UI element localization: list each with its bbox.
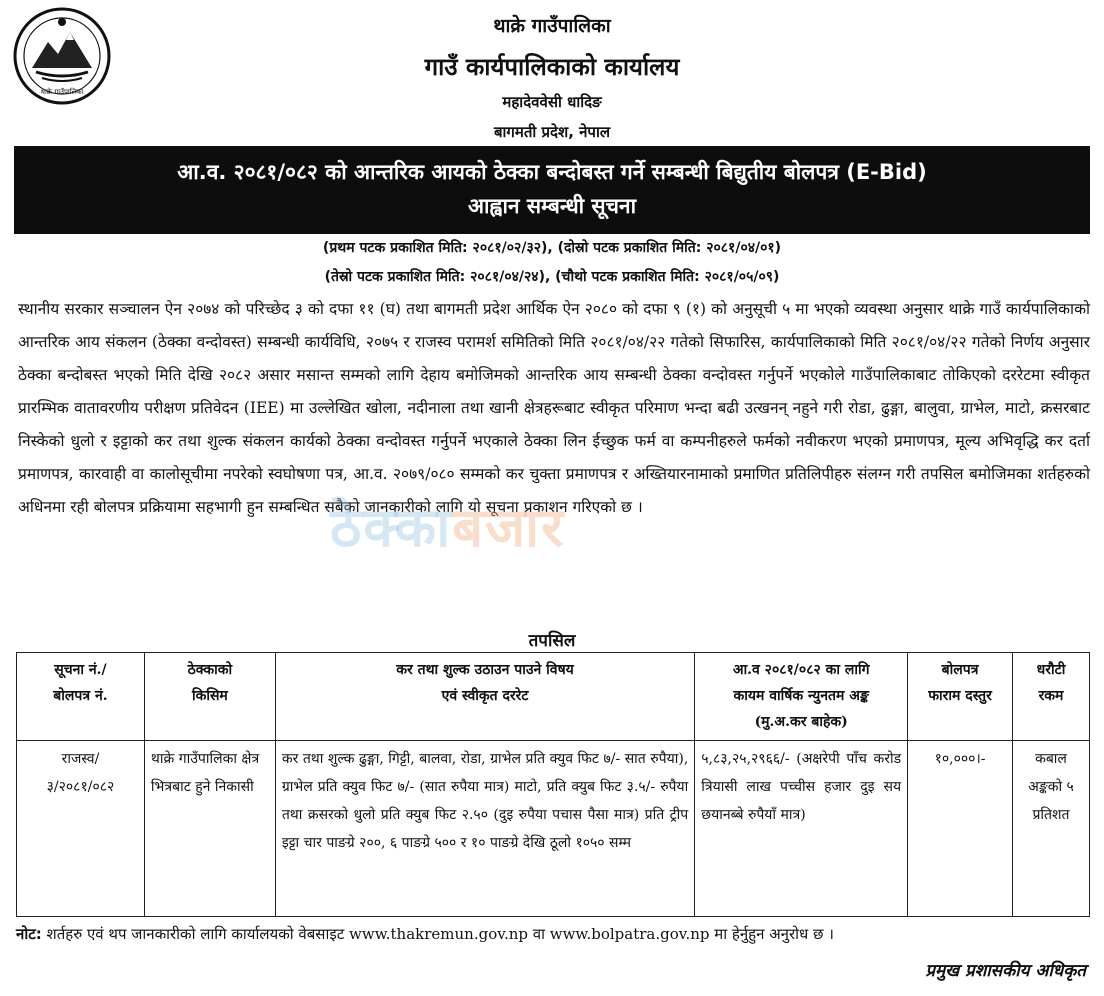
notice-title-line1: आ.व. २०८१/०८२ को आन्तरिक आयको ठेक्का बन्दोबस्त गर्ने सम्बन्धी बिद्युतीय बोलपत्र (E-Bid) [177,160,927,184]
header-deposit [1013,653,1090,741]
publication-dates-2: (तेस्रो पटक प्रकाशित मिति: २०८१/०४/२४), (चौथो पटक प्रकाशित मिति: २०८१/०५/०९) [324,269,780,285]
watermark-part2: बजार [452,496,566,559]
cell-form-fee: १०,०००।- [908,741,1013,917]
header-notice-no [17,653,145,741]
header-line: किसिम [191,688,228,704]
header-min-amount [695,653,908,741]
cell-contract-type: थाक्रे गाउँपालिका क्षेत्र भित्रबाट हुने निकासी [144,741,275,917]
cell-deposit: कबाल अङ्कको ५ प्रतिशत [1013,741,1090,917]
header-line: कायम वार्षिक न्युनतम अङ्क [733,688,869,704]
header-line: ठेक्काको [187,662,233,678]
province-country: बागमती प्रदेश, नेपाल [493,123,611,141]
header-line: बोलपत्र [941,662,979,678]
header-line: सूचना नं./ [54,662,107,678]
header-line: रकम [1038,688,1064,704]
notice-title-banner [14,146,1090,234]
schedule-table [16,652,1090,917]
header-line: बोलपत्र नं. [53,688,108,704]
header-line: कर तथा शुल्क उठाउन पाउने विषय [396,662,574,678]
watermark [330,488,565,562]
header-line: आ.व २०८१/०८२ का लागि [732,662,870,678]
note-text: शर्तहरु एवं थप जानकारीको लागि कार्यालयको वेबसाइट www.thakremun.gov.np वा www.bolpatra.gov.np मा हेर्नुहुन अनुरोध छ । [41,925,834,943]
header-line: फाराम दस्तुर [928,688,992,704]
office-location: महादेववेसी धादिङ [502,93,602,111]
table-header-row [17,653,1090,741]
cell-min-amount: ५,८३,२५,२९६६/- (अक्षरेपी पाँच करोड त्रियासी लाख पच्चीस हजार दुइ सय छयानब्बे रुपैयाँ मात्र) [695,741,908,917]
cell-subject: कर तथा शुल्क ढुङ्गा, गिट्टी, बालवा, रोडा, ग्राभेल प्रति क्युव फिट ७/- सात रुपैया), ग्राभेल प्रति क्युव फिट ७/- (सात रुपैया मात्र) माटो, प्रति क्युब फिट ३.५/- रुपैया तथा क्रसरको धुलो प्रति क्युब फिट २.५० (दुइ रुपैया पचास पैसा मात्र) प्रति ट्रीप इट्टा चार पाङग्रे २००, ६ पाङग्रे ५०० र १० पाङग्रे देखि ठूलो १०५० सम्म [275,741,694,917]
cell-notice-no [17,741,145,917]
office-name: गाउँ कार्यपालिकाको कार्यालय [424,53,680,81]
cell-line: ३/२०८१/०८२ [46,779,115,795]
header-subject [275,653,694,741]
header-form-fee [908,653,1013,741]
header-line: एवं स्वीकृत दररेट [441,688,529,704]
signature: प्रमुख प्रशासकीय अधिकृत [925,961,1086,981]
watermark-part1: ठेक्का [330,496,453,559]
note [16,924,834,944]
header-line: धरौटी [1036,662,1066,678]
header-line: (मु.अ.कर बाहेक) [754,714,848,730]
notice-title-line2: आह्वान सम्बन्धी सूचना [467,194,637,218]
notice-body: स्थानीय सरकार सञ्चालन ऐन २०७४ को परिच्छेद ३ को दफा ११ (घ) तथा बागमती प्रदेश आर्थिक ऐन २०८० को दफा ९ (१) को अनुसूची ५ मा भएको व्यवस्था अनुसार थाक्रे गाउँ कार्यपालिकाको आन्तरिक आय संकलन (ठेक्का वन्दोवस्त) सम्बन्धी कार्यविधि, २०७५ र राजस्व परामर्श समितिको मिति २०८१/०४/२२ गतेको सिफारिस, कार्यपालिकाको मिति २०८१/०४/२२ गतेको निर्णय अनुसार ठेक्का बन्दोबस्त भएको मिति देखि २०८२ असार मसान्त सम्मको लागि देहाय बमोजिमको आन्तरिक आय सम्बन्धी ठेक्का वन्दोवस्त गर्नुपर्ने भएकोले गाउँपालिकाबाट तोकिएको दररेटमा स्वीकृत प्रारम्भिक वातावरणीय परीक्षण प्रतिवेदन (IEE) मा उल्लेखित खोला, नदीनाला तथा खानी क्षेत्रहरूबाट स्वीकृत परिमाण भन्दा बढी उत्खनन् नहुने गरी रोडा, ढुङ्गा, बालुवा, ग्राभेल, माटो, क्रसरबाट निस्केको धुलो र इट्टाको कर तथा शुल्क संकलन कार्यको ठेक्का वन्दोवस्त गर्नुपर्ने भएकाले ठेक्का लिन ईच्छुक फर्म वा कम्पनीहरुले फर्मको नवीकरण भएको प्रमाणपत्र, मूल्य अभिवृद्धि कर दर्ता प्रमाणपत्र, कारवाही वा कालोसूचीमा नपरेको स्वघोषणा पत्र, आ.व. २०७९/०८० सम्मको कर चुक्ता प्रमाणपत्र र अख्तियारनामाको प्रमाणित प्रतिलिपीहरु संलग्न गरी तपसिल बमोजिमका शर्तहरुको अधिनमा रही बोलपत्र प्रक्रियामा सहभागी हुन सम्बन्धित सबैको जानकारीको लागि यो सूचना प्रकाशन गरिएको छ । [18,300,1090,516]
logo-text: थाक्रे गाउँपालिका [40,88,84,96]
table-row [17,741,1090,917]
publication-dates-1: (प्रथम पटक प्रकाशित मिति: २०८१/०२/३२), (दोस्रो पटक प्रकाशित मिति: २०८१/०४/०१) [322,240,782,256]
schedule-title: तपसिल [528,631,576,651]
header-contract-type [144,653,275,741]
note-label: नोट: [16,925,42,943]
cell-line: राजस्व/ [61,751,100,767]
municipality-name: थाक्रे गाउँपालिका [493,15,611,37]
